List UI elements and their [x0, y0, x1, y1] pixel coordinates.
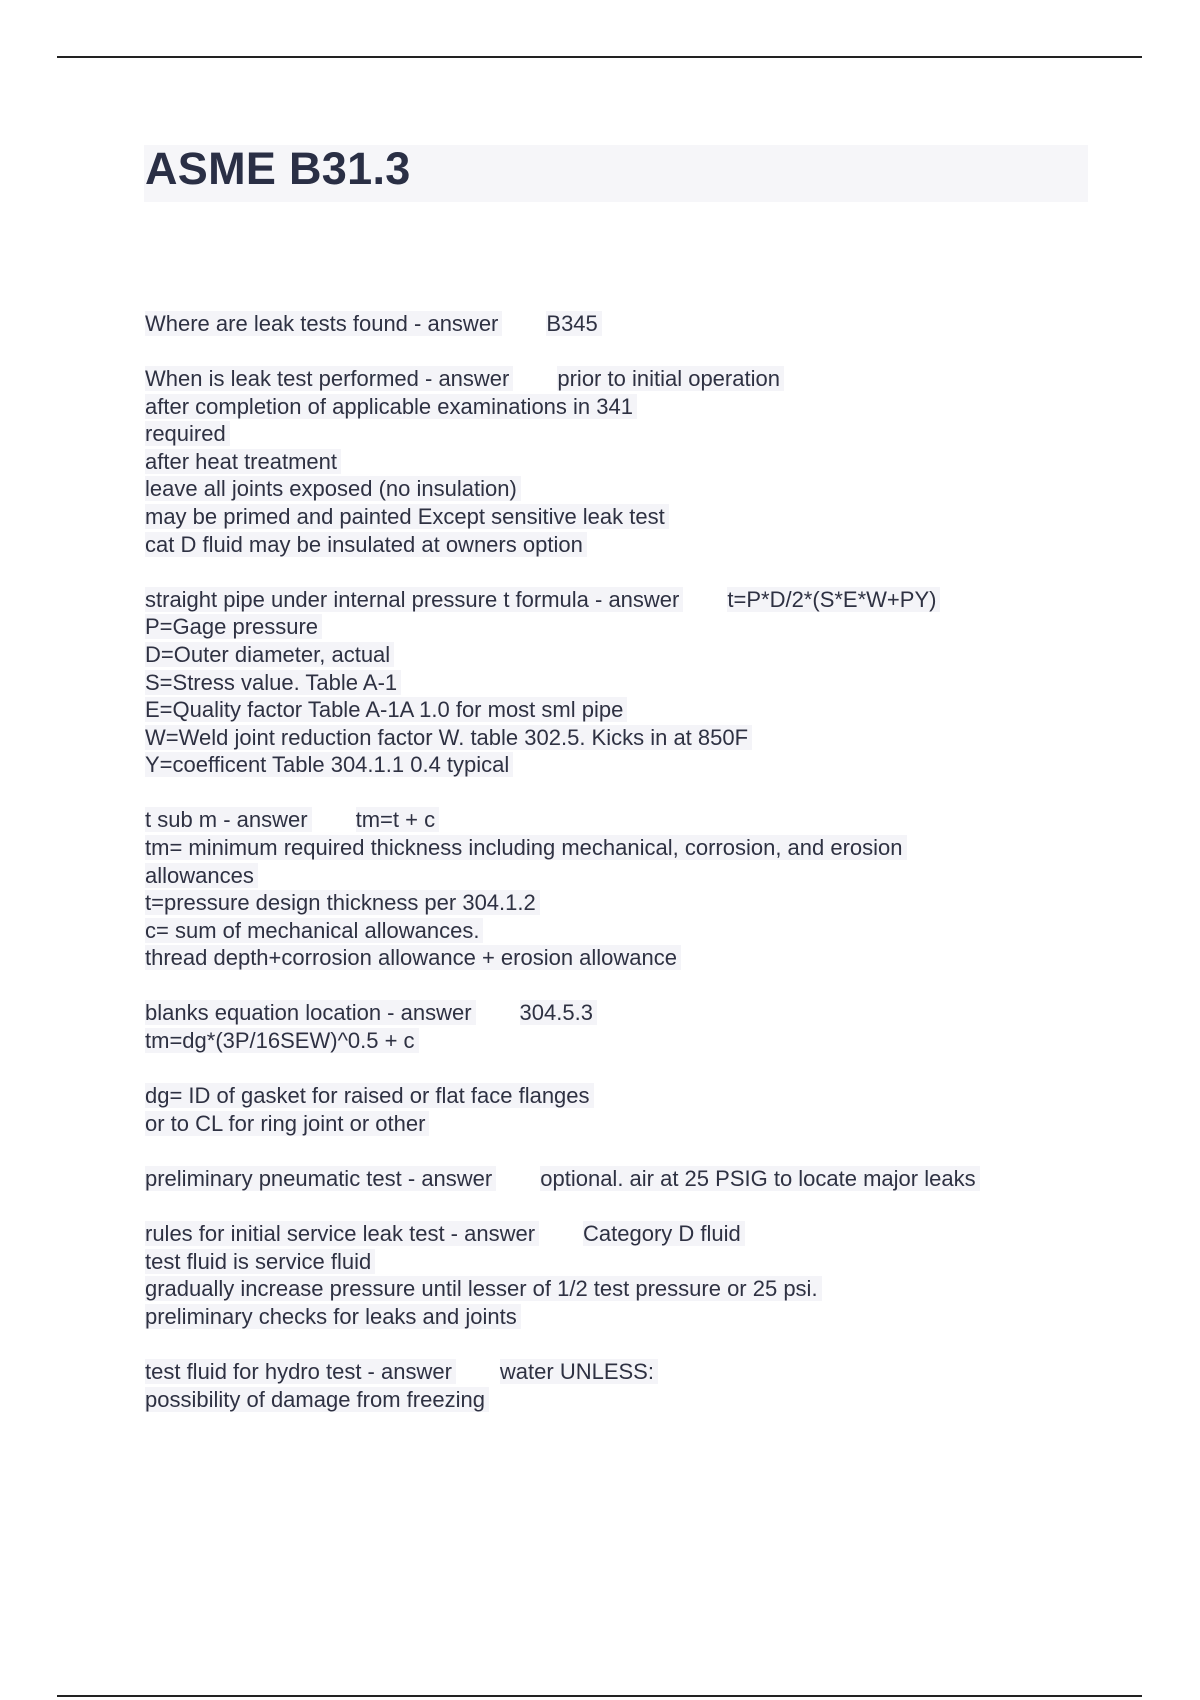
flashcard-answer-line	[145, 503, 1105, 531]
answer-line-text: possibility of damage from freezing	[145, 1387, 489, 1412]
flashcard-answer-line	[145, 475, 1105, 503]
flashcard	[145, 1358, 1105, 1413]
flashcard-question-line	[145, 806, 1105, 834]
flashcard-answer-line	[145, 420, 1105, 448]
flashcard	[145, 310, 1105, 338]
flashcard-question-line	[145, 999, 1105, 1027]
flashcard-question: When is leak test performed - answer	[145, 366, 513, 391]
flashcard-answer-line	[145, 724, 1105, 752]
answer-line-text: test fluid is service fluid	[145, 1249, 375, 1274]
flashcard	[145, 365, 1105, 558]
answer-line-text: may be primed and painted Except sensitive leak test	[145, 504, 669, 529]
flashcard-question: test fluid for hydro test - answer	[145, 1359, 456, 1384]
flashcard-answer: 304.5.3	[520, 1000, 597, 1025]
flashcard-answer: Category D fluid	[583, 1221, 745, 1246]
flashcard-answer-line	[145, 1055, 1105, 1083]
answer-line-text: thread depth+corrosion allowance + erosion allowance	[145, 945, 681, 970]
answer-line-text: cat D fluid may be insulated at owners option	[145, 532, 587, 557]
answer-line-text: required	[145, 421, 230, 446]
flashcard	[145, 806, 1105, 972]
flashcard-answer-line	[145, 834, 1105, 862]
flashcard-answer-line	[145, 448, 1105, 476]
flashcard-answer: water UNLESS:	[500, 1359, 658, 1384]
answer-line-text: after heat treatment	[145, 449, 341, 474]
flashcard-question: rules for initial service leak test - answer	[145, 1221, 539, 1246]
answer-line-text: Y=coefficent Table 304.1.1 0.4 typical	[145, 752, 513, 777]
answer-line-text: W=Weld joint reduction factor W. table 302.5. Kicks in at 850F	[145, 725, 752, 750]
answer-line-text: dg= ID of gasket for raised or flat face flanges	[145, 1083, 594, 1108]
flashcard-question-line	[145, 586, 1105, 614]
flashcard-answer-line	[145, 751, 1105, 779]
flashcard-answer: tm=t + c	[356, 807, 439, 832]
answer-line-text: E=Quality factor Table A-1A 1.0 for most sml pipe	[145, 697, 627, 722]
page-title: ASME B31.3	[145, 143, 411, 194]
flashcard-question-line	[145, 310, 1105, 338]
answer-line-text: leave all joints exposed (no insulation)	[145, 476, 521, 501]
flashcard-answer-line	[145, 862, 1105, 890]
answer-line-text: preliminary checks for leaks and joints	[145, 1304, 521, 1329]
answer-line-text: P=Gage pressure	[145, 614, 322, 639]
answer-line-text: tm= minimum required thickness including mechanical, corrosion, and erosion	[145, 835, 907, 860]
answer-line-text: or to CL for ring joint or other	[145, 1111, 429, 1136]
flashcard-question-line	[145, 1220, 1105, 1248]
flashcard-answer-line	[145, 696, 1105, 724]
answer-line-text: D=Outer diameter, actual	[145, 642, 394, 667]
flashcard-question: blanks equation location - answer	[145, 1000, 476, 1025]
answer-line-text: S=Stress value. Table A-1	[145, 670, 401, 695]
flashcard-question: Where are leak tests found - answer	[145, 311, 502, 336]
flashcard-answer: t=P*D/2*(S*E*W+PY)	[727, 587, 940, 612]
answer-line-text: t=pressure design thickness per 304.1.2	[145, 890, 540, 915]
bottom-rule	[57, 1695, 1142, 1697]
answer-line-text: gradually increase pressure until lesser of 1/2 test pressure or 25 psi.	[145, 1276, 822, 1301]
flashcard-answer-line	[145, 917, 1105, 945]
flashcard	[145, 1220, 1105, 1330]
flashcard-question-line	[145, 1358, 1105, 1386]
flashcard-answer-line	[145, 1248, 1105, 1276]
flashcard-answer-line	[145, 613, 1105, 641]
flashcard-answer-line	[145, 1082, 1105, 1110]
flashcard-answer-line	[145, 531, 1105, 559]
answer-line-text: after completion of applicable examinations in 341	[145, 394, 637, 419]
top-rule	[57, 56, 1142, 58]
flashcard-answer-line	[145, 669, 1105, 697]
flashcard-answer-line	[145, 1275, 1105, 1303]
flashcard-question-line	[145, 365, 1105, 393]
flashcard	[145, 586, 1105, 779]
flashcard-answer: optional. air at 25 PSIG to locate major leaks	[540, 1166, 979, 1191]
flashcard	[145, 1165, 1105, 1193]
answer-line-text: tm=dg*(3P/16SEW)^0.5 + c	[145, 1028, 419, 1053]
flashcard-answer: prior to initial operation	[557, 366, 784, 391]
flashcard-list	[145, 310, 1105, 1441]
answer-line-text: c= sum of mechanical allowances.	[145, 918, 483, 943]
flashcard	[145, 999, 1105, 1137]
flashcard-answer-line	[145, 1027, 1105, 1055]
flashcard-answer-line	[145, 1386, 1105, 1414]
flashcard-answer-line	[145, 1303, 1105, 1331]
flashcard-answer-line	[145, 641, 1105, 669]
flashcard-answer-line	[145, 944, 1105, 972]
flashcard-question: straight pipe under internal pressure t formula - answer	[145, 587, 683, 612]
flashcard-answer: B345	[546, 311, 601, 336]
flashcard-answer-line	[145, 393, 1105, 421]
answer-line-text: allowances	[145, 863, 258, 888]
flashcard-question: t sub m - answer	[145, 807, 312, 832]
flashcard-answer-line	[145, 1110, 1105, 1138]
flashcard-question-line	[145, 1165, 1105, 1193]
flashcard-answer-line	[145, 889, 1105, 917]
flashcard-question: preliminary pneumatic test - answer	[145, 1166, 496, 1191]
